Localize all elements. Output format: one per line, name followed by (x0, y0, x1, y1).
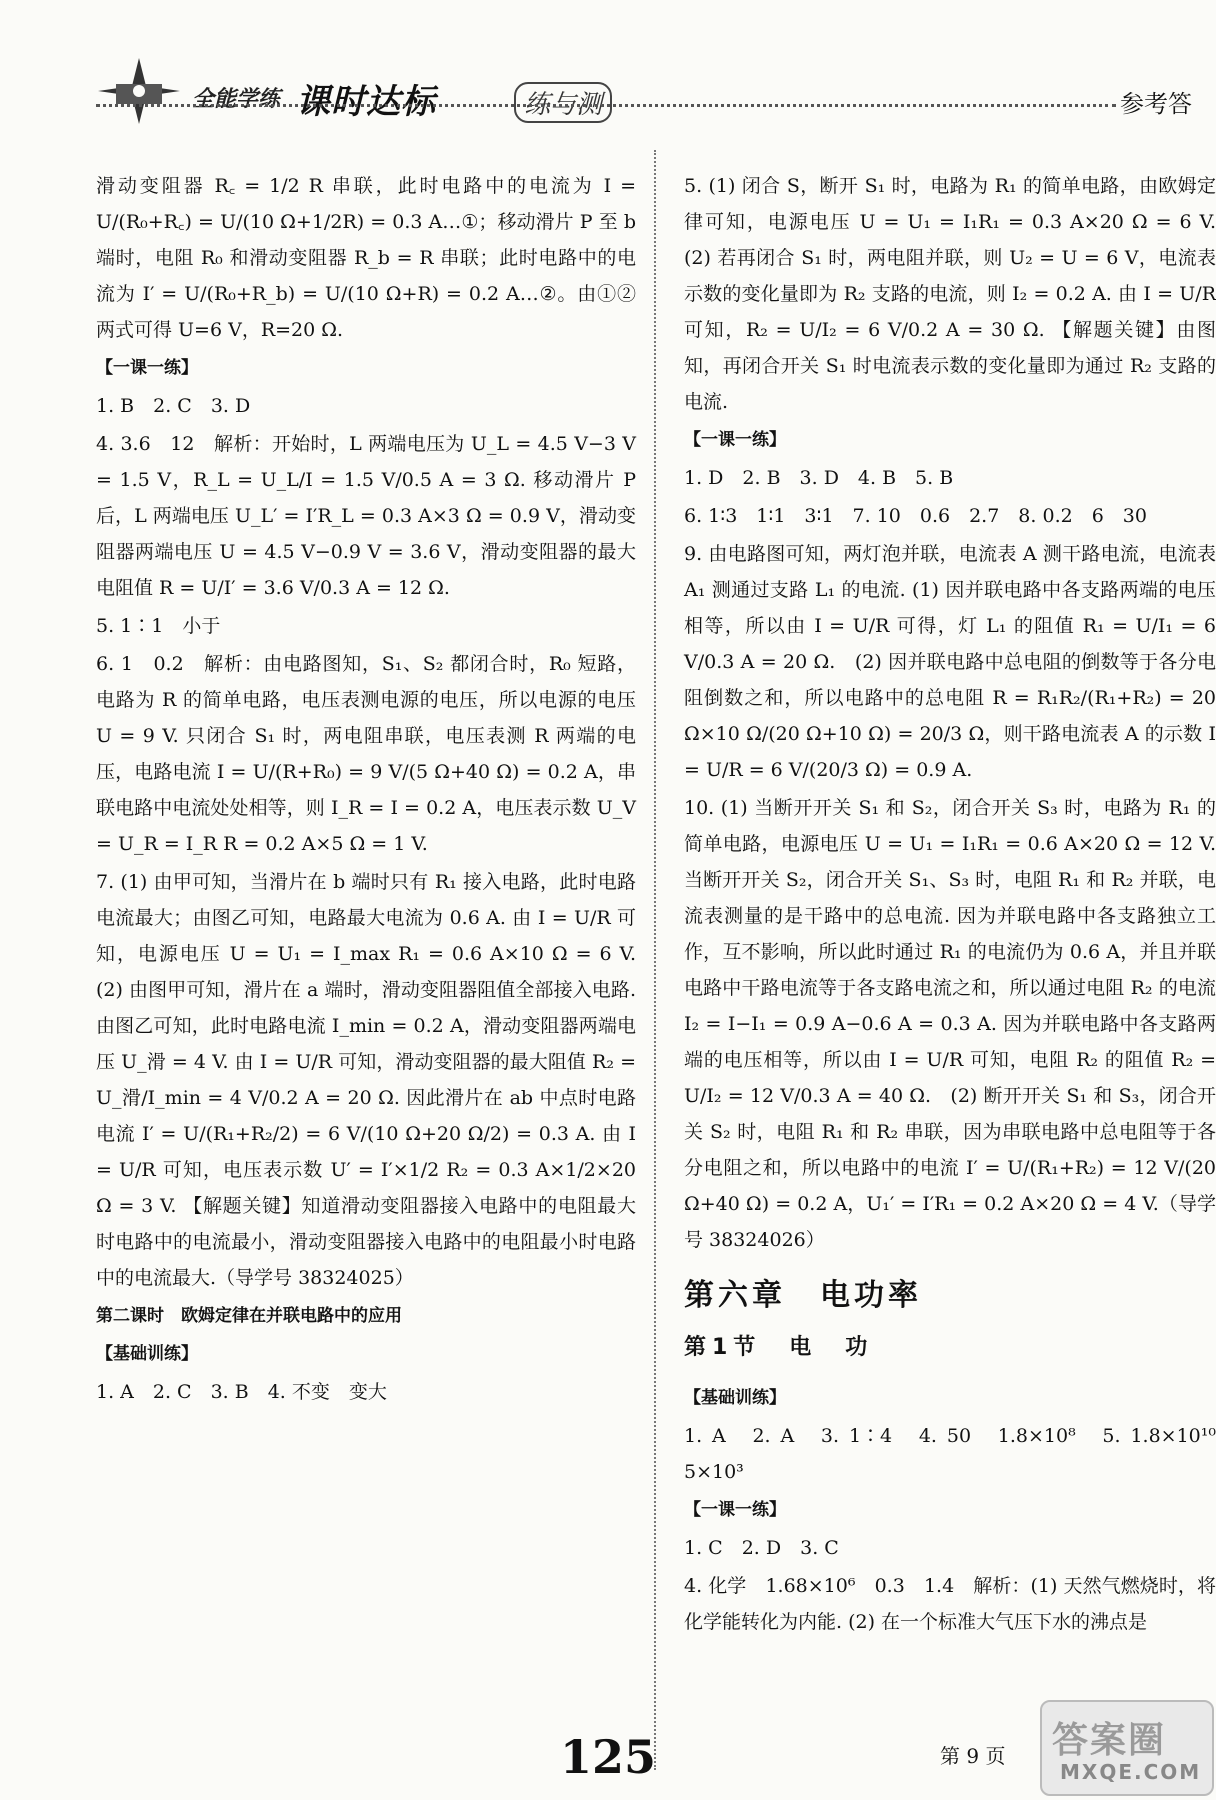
section-heading: 【基础训练】 (684, 1388, 786, 1408)
answer-paragraph: 1. C 2. D 3. C (684, 1537, 839, 1559)
answer-paragraph: 4. 3.6 12 解析：开始时，L 两端电压为 U_L = 4.5 V−3 V = 1.5 V，R_L = U_L/I = 1.5 V/0.5 A = 3 Ω. 移动滑片 P 后，L 两端电压 U_L′ = I′R_L = 0.3 A×3 Ω = 0.9 V，滑动变阻器两端电压 U = 4.5 V−0.9 V = 3.6 V，滑动变阻器的最大电阻值 R = U/I′ = 3.6 V/0.3 A = 12 Ω. (96, 433, 636, 599)
answer-paragraph: 1. B 2. C 3. D (96, 395, 251, 417)
answer-paragraph: 5. (1) 闭合 S，断开 S₁ 时，电路为 R₁ 的简单电路，由欧姆定律可知，电源电压 U = U₁ = I₁R₁ = 0.3 A×20 Ω = 6 V. (2) 若再闭合 S₁ 时，两电阻并联，则 U₂ = U = 6 V，电流表示数的变化量即为 R₂ 支路的电流，则 I₂ = 0.2 A. 由 I = U/R 可知，R₂ = U/I₂ = 6 V/0.2 A = 30 Ω. 【解题关键】由图知，再闭合开关 S₁ 时电流表示数的变化量即为通过 R₂ 支路的电流. (684, 175, 1216, 413)
watermark-site: MXQE.COM (1060, 1760, 1202, 1784)
answer-paragraph: 9. 由电路图可知，两灯泡并联，电流表 A 测干路电流，电流表 A₁ 测通过支路 L₁ 的电流. (1) 因并联电路中各支路两端的电压相等，所以由 I = U/R 可得，灯 L₁ 的阻值 R₁ = U/I₁ = 6 V/0.3 A = 20 Ω. (2) 因并联电路中总电阻的倒数等于各分电阻倒数之和，所以电路中的总电阻 R = R₁R₂/(R₁+R₂) = 20 Ω×10 Ω/(20 Ω+10 Ω) = 20/3 Ω，则干路电流表 A 的示数 I = U/R = 6 V/(20/3 Ω) = 0.9 A. (684, 543, 1216, 781)
header-right-label: 参考答 (1120, 90, 1192, 118)
page-number: 125 (560, 1730, 657, 1784)
answer-paragraph: 1. A 2. A 3. 1∶4 4. 50 1.8×10⁸ 5. 1.8×10¹⁰ 5×10³ (684, 1425, 1216, 1483)
answer-paragraph: 5. 1∶1 小于 (96, 615, 221, 637)
answer-paragraph: 1. A 2. C 3. B 4. 不变 变大 (96, 1381, 387, 1403)
answer-paragraph: 7. (1) 由甲可知，当滑片在 b 端时只有 R₁ 接入电路，此时电路电流最大；由图乙可知，电路最大电流为 0.6 A. 由 I = U/R 可知，电源电压 U = U₁ = I_max R₁ = 0.6 A×10 Ω = 6 V. (2) 由图甲可知，滑片在 a 端时，滑动变阻器阻值全部接入电路. 由图乙可知，此时电路电流 I_min = 0.2 A，滑动变阻器两端电压 U_滑 = 4 V. 由 I = U/R 可知，滑动变阻器的最大阻值 R₂ = U_滑/I_min = 4 V/0.2 A = 20 Ω. 因此滑片在 ab 中点时电路电流 I′ = U/(R₁+R₂/2) = 6 V/(10 Ω+20 Ω/2) = 0.3 A. 由 I = U/R 可知，电压表示数 U′ = I′×1/2 R₂ = 0.3 A×1/2×20 Ω = 3 V. 【解题关键】知道滑动变阻器接入电路中的电阻最大时电路中的电流最小，滑动变阻器接入电路中的电阻最小时电路中的电流最大.（导学号 38324025） (96, 871, 656, 1289)
watermark-brand: 答案圈 (1052, 1720, 1167, 1761)
answer-paragraph: 4. 化学 1.68×10⁶ 0.3 1.4 解析：(1) 天然气燃烧时，将化学能转化为内能. (2) 在一个标准大气压下水的沸点是 (684, 1575, 1216, 1633)
book-logo-icon (96, 56, 182, 126)
column-divider (654, 150, 656, 1770)
section-title: 第1节 电 功 (684, 1335, 874, 1360)
header-rule (96, 104, 1116, 107)
section-heading: 【一课一练】 (96, 358, 198, 378)
page-label: 第 9 页 (940, 1744, 1006, 1768)
chapter-title: 第六章 电功率 (684, 1278, 922, 1313)
section-heading: 【一课一练】 (684, 430, 786, 450)
section-heading: 【基础训练】 (96, 1344, 198, 1364)
lesson-subtitle: 第二课时 欧姆定律在并联电路中的应用 (96, 1306, 402, 1326)
brand-name: 全能学练 (192, 87, 281, 112)
page-header (96, 56, 1216, 128)
left-column (96, 168, 656, 1412)
edition-badge: 练与测 (514, 82, 612, 123)
answer-paragraph: 6. 1∶3 1∶1 3∶1 7. 10 0.6 2.7 8. 0.2 6 30 (684, 505, 1147, 527)
section-heading: 【一课一练】 (684, 1500, 786, 1520)
answer-paragraph: 1. D 2. B 3. D 4. B 5. B (684, 467, 954, 489)
watermark-logo (1040, 1700, 1214, 1796)
answer-paragraph: 10. (1) 当断开开关 S₁ 和 S₂，闭合开关 S₃ 时，电路为 R₁ 的简单电路，电源电压 U = U₁ = I₁R₁ = 0.6 A×20 Ω = 12 V. 当断开开关 S₂，闭合开关 S₁、S₃ 时，电阻 R₁ 和 R₂ 并联，电流表测量的是干路中的总电流. 因为并联电路中各支路独立工作，互不影响，所以此时通过 R₁ 的电流仍为 0.6 A，并且并联电路中干路电流等于各支路电流之和，所以通过电阻 R₂ 的电流 I₂ = I−I₁ = 0.9 A−0.6 A = 0.3 A. 因为并联电路中各支路两端的电压相等，所以由 I = U/R 可知，电阻 R₂ 的阻值 R₂ = U/I₂ = 12 V/0.3 A = 40 Ω. (2) 断开开关 S₁ 和 S₃，闭合开关 S₂ 时，电阻 R₁ 和 R₂ 串联，因为串联电路中总电阻等于各分电阻之和，所以电路中的电流 I′ = U/(R₁+R₂) = 12 V/(20 Ω+40 Ω) = 0.2 A，U₁′ = I′R₁ = 0.2 A×20 Ω = 4 V.（导学号 38324026） (684, 797, 1216, 1251)
answer-paragraph: 滑动变阻器 R꜀ = 1/2 R 串联，此时电路中的电流为 I = U/(R₀+R꜀) = U/(10 Ω+1/2R) = 0.3 A…①；移动滑片 P 至 b 端时，电阻 R₀ 和滑动变阻器 R_b = R 串联；此时电路中的电流为 I′ = U/(R₀+R_b) = U/(10 Ω+R) = 0.2 A…②。由①②两式可得 U=6 V，R=20 Ω. (96, 175, 636, 341)
series-title: 课时达标 (296, 82, 436, 122)
answer-paragraph: 6. 1 0.2 解析：由电路图知，S₁、S₂ 都闭合时，R₀ 短路，电路为 R 的简单电路，电压表测电源的电压，所以电源的电压 U = 9 V. 只闭合 S₁ 时，两电阻串联，电压表测 R 两端的电压，电路电流 I = U/(R+R₀) = 9 V/(5 Ω+40 Ω) = 0.2 A，串联电路中电流处处相等，则 I_R = I = 0.2 A，电压表示数 U_V = U_R = I_R R = 0.2 A×5 Ω = 1 V. (96, 653, 636, 855)
right-column (684, 168, 1216, 1642)
